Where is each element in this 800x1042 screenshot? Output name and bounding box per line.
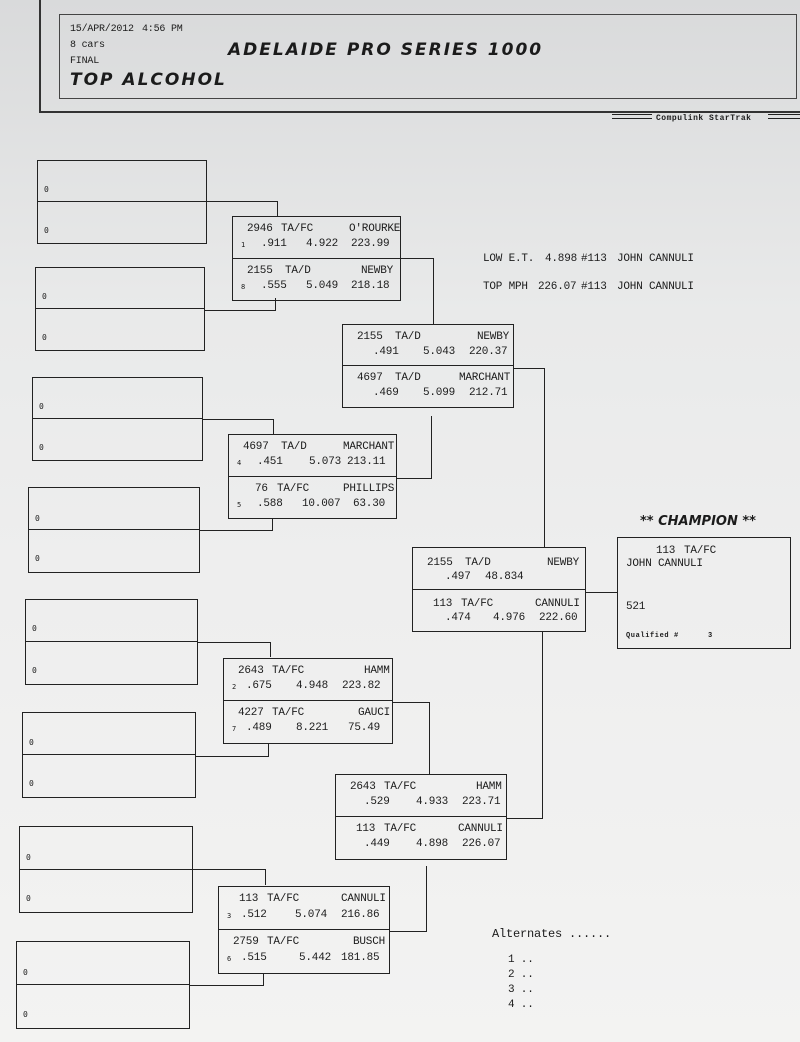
driver-name: CANNULI (458, 823, 503, 835)
connector (193, 869, 265, 870)
car-class: TA/FC (267, 936, 300, 948)
seed: 4 (237, 459, 242, 467)
alternate-item: 4 .. (508, 999, 534, 1011)
reaction-time: .588 (257, 497, 283, 510)
time: 4:56 PM (142, 24, 183, 35)
elapsed-time: 5.099 (423, 387, 456, 399)
slot-label: 0 (32, 666, 37, 675)
top-mph-value: 226.07 (538, 281, 577, 293)
driver-name: PHILLIPS (343, 482, 395, 495)
car-number: 76 (255, 482, 268, 495)
slot-label: 0 (23, 968, 28, 977)
seed: 7 (232, 725, 237, 733)
software-credit: Compulink StarTrak (656, 114, 752, 123)
speed: 213.11 (347, 456, 386, 468)
reaction-time: .469 (373, 387, 399, 399)
race-box-final (412, 547, 586, 632)
connector (426, 866, 427, 932)
connector (433, 258, 434, 324)
car-number: 4697 (357, 372, 383, 384)
top-mph-label: TOP MPH (483, 281, 528, 293)
car-number: 2643 (238, 665, 264, 677)
speed: 181.85 (341, 952, 380, 964)
connector (542, 632, 543, 819)
champion-car-number: 113 (656, 545, 676, 557)
race-box-r1-3 (223, 658, 393, 744)
seed: 8 (241, 282, 246, 291)
car-class: TA/FC (384, 781, 417, 793)
car-class: TA/D (395, 331, 421, 343)
connector (514, 368, 544, 369)
elapsed-time: 5.442 (299, 952, 332, 964)
car-class: TA/FC (272, 665, 305, 677)
race-box-r1-4 (218, 886, 390, 974)
elapsed-time: 4.976 (493, 611, 526, 624)
header-rule (612, 118, 652, 119)
car-class: TA/FC (267, 893, 300, 905)
connector (200, 530, 272, 531)
driver-name: NEWBY (361, 264, 394, 277)
car-number: 2155 (357, 331, 383, 343)
top-mph-driver: JOHN CANNULI (617, 281, 694, 293)
car-class: TA/D (465, 557, 491, 569)
seed: 6 (227, 955, 232, 963)
connector (397, 478, 431, 479)
connector (263, 974, 264, 986)
header-rule (612, 114, 652, 115)
car-number: 2155 (427, 557, 453, 569)
header-rule (768, 114, 800, 115)
car-number: 2946 (247, 223, 273, 235)
car-class: TA/FC (277, 482, 310, 495)
car-class: TA/D (281, 441, 307, 453)
connector (586, 592, 618, 593)
slot-label: 0 (39, 443, 44, 452)
car-number: 2759 (233, 936, 259, 948)
alternate-item: 3 .. (508, 984, 534, 996)
slot-label: 0 (35, 554, 40, 563)
elapsed-time: 4.898 (416, 838, 449, 850)
slot-label: 0 (42, 292, 47, 301)
race-box-r1-1 (232, 216, 401, 301)
qualified-value: 3 (708, 632, 713, 640)
slot-label: 0 (26, 893, 31, 903)
reaction-time: .497 (445, 571, 471, 583)
car-number: 2643 (350, 781, 376, 793)
seed: 3 (227, 912, 232, 920)
speed: 63.30 (353, 497, 386, 510)
reaction-time: .515 (241, 952, 267, 964)
qualifier-box (32, 377, 203, 461)
slot-label: 0 (26, 853, 31, 862)
reaction-time: .512 (241, 909, 267, 921)
slot-label: 0 (35, 514, 40, 523)
date: 15/APR/2012 (70, 24, 134, 35)
reaction-time: .489 (246, 722, 272, 734)
speed: 222.60 (539, 611, 578, 624)
qualifier-box (28, 487, 200, 573)
elapsed-time: 10.007 (302, 497, 341, 510)
speed: 75.49 (348, 722, 381, 734)
reaction-time: .449 (364, 838, 390, 850)
connector (273, 419, 274, 435)
alternates-title: Alternates ...... (492, 927, 612, 941)
driver-name: GAUCI (358, 707, 391, 719)
connector (507, 818, 542, 819)
qualifier-box (37, 160, 207, 244)
qualifier-box (22, 712, 196, 798)
connector (268, 744, 269, 757)
slot-label: 0 (23, 1010, 28, 1019)
speed: 218.18 (351, 279, 390, 292)
slot-label: 0 (29, 738, 34, 747)
alternate-item: 2 .. (508, 969, 534, 981)
qualifier-box (25, 599, 198, 685)
driver-name: CANNULI (341, 893, 386, 905)
driver-name: NEWBY (547, 557, 580, 569)
champion-name: JOHN CANNULI (626, 558, 703, 570)
connector (544, 368, 545, 547)
car-class: TA/D (395, 372, 421, 384)
low-et-label: LOW E.T. (483, 253, 535, 265)
connector (272, 518, 273, 531)
low-et-driver: JOHN CANNULI (617, 253, 694, 265)
race-box-semi-1 (342, 324, 514, 408)
driver-name: HAMM (476, 781, 502, 793)
connector (429, 702, 430, 774)
connector (207, 201, 277, 202)
connector (270, 642, 271, 657)
elapsed-time: 4.933 (416, 796, 449, 808)
seed: 2 (232, 683, 237, 691)
elapsed-time: 4.922 (306, 238, 339, 250)
driver-name: HAMM (364, 665, 390, 677)
connector (203, 419, 273, 420)
driver-name: O'ROURKE (349, 223, 401, 235)
car-number: 113 (433, 597, 453, 610)
champion-class: TA/FC (684, 545, 717, 557)
slot-label: 0 (39, 402, 44, 411)
connector (390, 931, 426, 932)
car-class: TA/FC (272, 707, 305, 719)
event-title: ADELAIDE PRO SERIES 1000 (228, 40, 544, 60)
slot-label: 0 (44, 226, 49, 235)
slot-label: 0 (44, 185, 49, 194)
connector (265, 869, 266, 885)
car-class: TA/FC (384, 823, 417, 835)
connector (190, 985, 263, 986)
connector (196, 756, 268, 757)
speed: 226.07 (462, 838, 501, 850)
driver-name: NEWBY (477, 331, 510, 343)
elapsed-time: 5.074 (295, 909, 328, 921)
elapsed-time: 8.221 (296, 722, 329, 734)
speed: 220.37 (469, 346, 508, 358)
connector (277, 201, 278, 216)
top-mph-car: #113 (581, 281, 607, 293)
slot-label: 0 (42, 333, 47, 342)
connector (393, 702, 429, 703)
car-class: TA/FC (461, 597, 494, 610)
race-box-r1-2 (228, 434, 397, 519)
champion-code: 521 (626, 601, 646, 613)
reaction-time: .911 (261, 238, 287, 250)
car-number: 4227 (238, 707, 264, 719)
speed: 216.86 (341, 909, 380, 921)
slot-label: 0 (29, 779, 34, 788)
driver-name: MARCHANT (343, 441, 395, 453)
speed: 223.99 (351, 238, 390, 250)
elapsed-time: 5.049 (306, 279, 339, 292)
elapsed-time: 5.043 (423, 346, 456, 358)
class-title: TOP ALCOHOL (70, 70, 227, 90)
connector (431, 416, 432, 479)
elapsed-time: 5.073 (309, 456, 342, 468)
low-et-value: 4.898 (545, 253, 578, 265)
champion-heading: ** CHAMPION ** (640, 514, 756, 529)
alternate-item: 1 .. (508, 954, 534, 966)
driver-name: MARCHANT (459, 372, 511, 384)
driver-name: BUSCH (353, 936, 386, 948)
reaction-time: .555 (261, 279, 287, 292)
low-et-car: #113 (581, 253, 607, 265)
elapsed-time: 4.948 (296, 680, 329, 692)
qualified-label: Qualified # (626, 632, 679, 640)
car-number: 113 (239, 893, 259, 905)
seed: 1 (241, 241, 246, 249)
driver-name: CANNULI (535, 597, 580, 610)
reaction-time: .474 (445, 611, 471, 624)
speed: 212.71 (469, 387, 508, 399)
car-class: TA/FC (281, 223, 314, 235)
qualifier-box (19, 826, 193, 913)
champion-box (617, 537, 791, 649)
reaction-time: .451 (257, 456, 283, 468)
car-number: 113 (356, 823, 376, 835)
seed: 5 (237, 500, 242, 509)
speed: 223.71 (462, 796, 501, 808)
reaction-time: .675 (246, 680, 272, 692)
header-rule (768, 118, 800, 119)
speed: 223.82 (342, 680, 381, 692)
reaction-time: .491 (373, 346, 399, 358)
race-box-semi-2 (335, 774, 507, 860)
qualifier-box (16, 941, 190, 1029)
round-label: FINAL (70, 56, 100, 67)
car-number: 4697 (243, 441, 269, 453)
slot-label: 0 (32, 624, 37, 633)
elapsed-time: 48.834 (485, 571, 524, 583)
car-count: 8 cars (70, 40, 105, 51)
car-class: TA/D (285, 264, 311, 277)
connector (198, 642, 270, 643)
connector (205, 310, 275, 311)
reaction-time: .529 (364, 796, 390, 808)
connector (401, 258, 433, 259)
car-number: 2155 (247, 264, 273, 277)
qualifier-box (35, 267, 205, 351)
